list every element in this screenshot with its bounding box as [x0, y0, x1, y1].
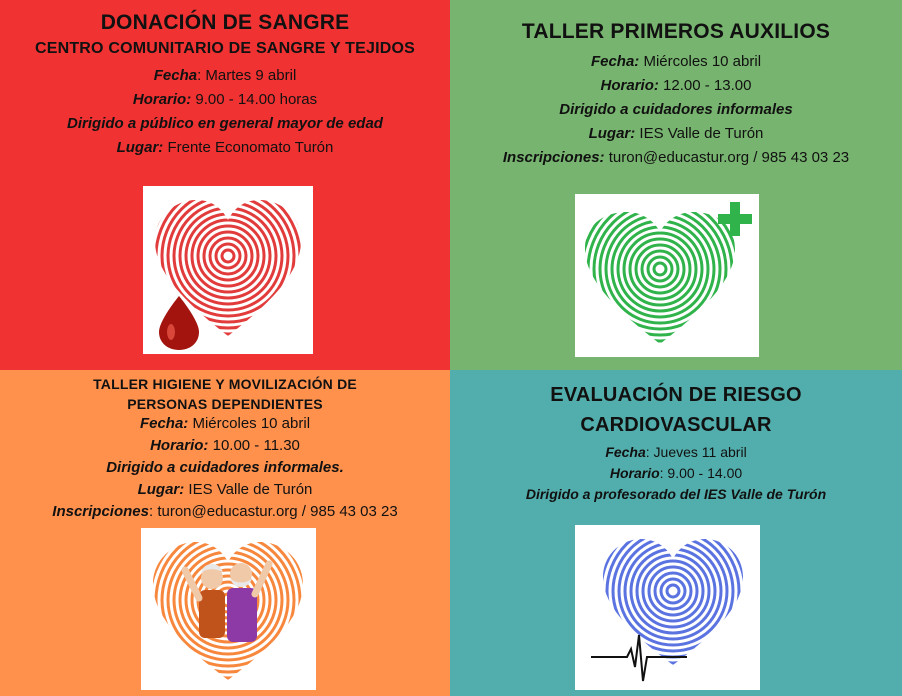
fingerprint-heart-blood-drop-icon — [143, 186, 313, 354]
first-aid-place: Lugar: IES Valle de Turón — [588, 125, 764, 142]
cardio-audience: Dirigido a profesorado del IES Valle de Turón — [525, 486, 827, 502]
fingerprint-heart-heartbeat-icon — [575, 525, 760, 690]
hygiene-schedule: Horario: 10.00 - 11.30 — [150, 437, 300, 454]
first-aid-registration: Inscripciones: turon@educastur.org / 985 43 03 23 — [502, 149, 850, 166]
hygiene-place: Lugar: IES Valle de Turón — [137, 481, 313, 498]
cardio-date: Fecha: Jueves 11 abril — [605, 444, 747, 460]
fingerprint-heart-plus-icon — [575, 194, 759, 357]
donation-place: Lugar: Frente Economato Turón — [116, 139, 334, 156]
hygiene-audience: Dirigido a cuidadores informales. — [106, 459, 344, 476]
blood-heart-image — [143, 186, 313, 354]
first-aid-title: TALLER PRIMEROS AUXILIOS — [521, 20, 831, 43]
orange-heart-image — [141, 528, 316, 690]
donation-title: DONACIÓN DE SANGRE — [100, 11, 350, 34]
hygiene-date: Fecha: Miércoles 10 abril — [139, 415, 311, 432]
first-aid-date: Fecha: Miércoles 10 abril — [590, 53, 762, 70]
donation-audience: Dirigido a público en general mayor de edad — [67, 115, 383, 132]
first-aid-panel — [450, 0, 902, 370]
hygiene-title-line2: PERSONAS DEPENDIENTES — [127, 396, 323, 412]
cardio-schedule: Horario: 9.00 - 14.00 — [609, 465, 743, 481]
cardio-panel — [450, 370, 902, 696]
blood-donation-panel — [0, 0, 450, 370]
donation-subtitle: CENTRO COMUNITARIO DE SANGRE Y TEJIDOS — [34, 40, 416, 57]
green-heart-image — [575, 194, 759, 357]
cardio-title-line1: EVALUACIÓN DE RIESGO — [550, 384, 802, 406]
donation-schedule: Horario: 9.00 - 14.00 horas — [132, 91, 318, 108]
fingerprint-heart-elderly-couple-icon — [141, 528, 316, 690]
hygiene-registration: Inscripciones: turon@educastur.org / 985 43 03 23 — [52, 503, 398, 520]
hygiene-panel — [0, 370, 450, 696]
cardio-title-line2: CARDIOVASCULAR — [580, 414, 772, 436]
blue-heart-image — [575, 525, 760, 690]
first-aid-schedule: Horario: 12.00 - 13.00 — [600, 77, 752, 94]
donation-date: Fecha: Martes 9 abril — [153, 67, 297, 84]
first-aid-audience: Dirigido a cuidadores informales — [559, 101, 793, 118]
hygiene-title-line1: TALLER HIGIENE Y MOVILIZACIÓN DE — [93, 376, 357, 392]
